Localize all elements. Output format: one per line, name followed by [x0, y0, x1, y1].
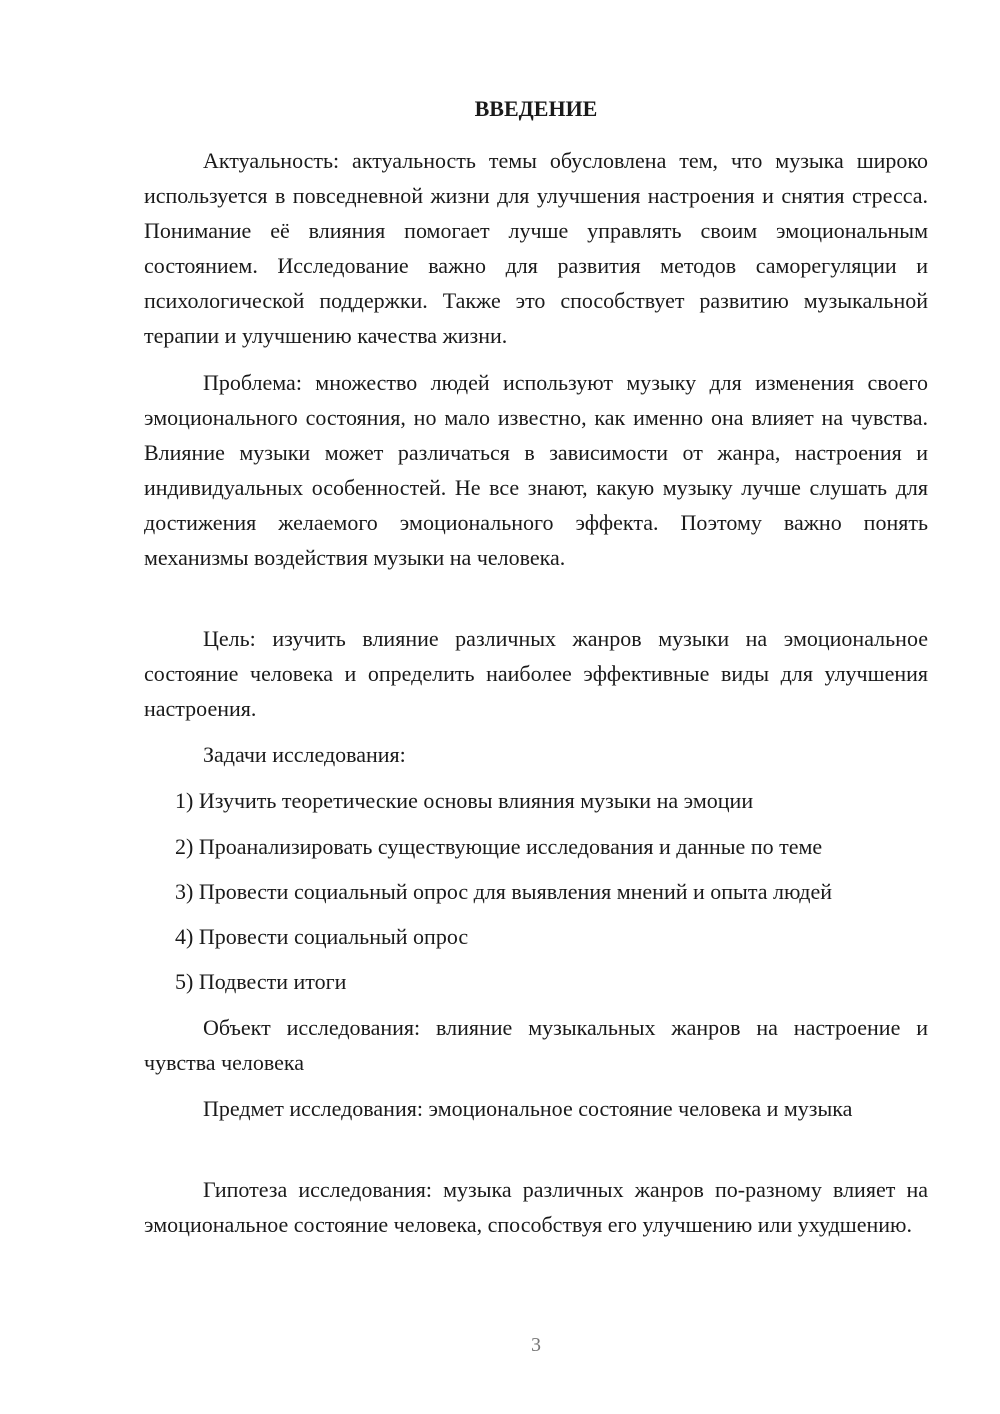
page-number: 3: [531, 1334, 541, 1356]
object-paragraph: Объект исследования: влияние музыкальных жанров на настроение и чувства человека: [144, 1015, 928, 1075]
goal-paragraph: Цель: изучить влияние различных жанров музыки на эмоциональное состояние человека и определить наиболее эффективные виды для улучшения настроения.: [144, 626, 928, 721]
task-item: 1) Изучить теоретические основы влияния музыки на эмоции: [175, 788, 754, 813]
relevance-paragraph: Актуальность: актуальность темы обусловлена тем, что музыка широко используется в повседневной жизни для улучшения настроения и снятия стресса. Понимание её влияния помогает лучше управлять своим эмоциональным состоянием. Исследование важно для развития методов саморегуляции и психологической поддержки. Также это способствует развитию музыкальной терапии и улучшению качества жизни.: [144, 148, 928, 348]
subject-paragraph: Предмет исследования: эмоциональное состояние человека и музыка: [203, 1096, 853, 1121]
hypothesis-paragraph: Гипотеза исследования: музыка различных жанров по-разному влияет на эмоциональное состояние человека, способствуя его улучшению или ухудшению.: [144, 1177, 928, 1237]
tasks-heading: Задачи исследования:: [203, 742, 406, 767]
problem-paragraph: Проблема: множество людей используют музыку для изменения своего эмоционального состояния, но мало известно, как именно она влияет на чувства. Влияние музыки может различаться в зависимости от жанра, настроения и индивидуальных особенностей. Не все знают, какую музыку лучше слушать для достижения желаемого эмоционального эффекта. Поэтому важно понять механизмы воздействия музыки на человека.: [144, 370, 928, 570]
page-title: ВВЕДЕНИЕ: [474, 96, 598, 121]
task-item: 2) Проанализировать существующие исследования и данные по теме: [175, 834, 823, 859]
task-item: 5) Подвести итоги: [175, 969, 347, 994]
task-item: 3) Провести социальный опрос для выявления мнений и опыта людей: [175, 879, 833, 904]
task-item: 4) Провести социальный опрос: [175, 924, 469, 949]
